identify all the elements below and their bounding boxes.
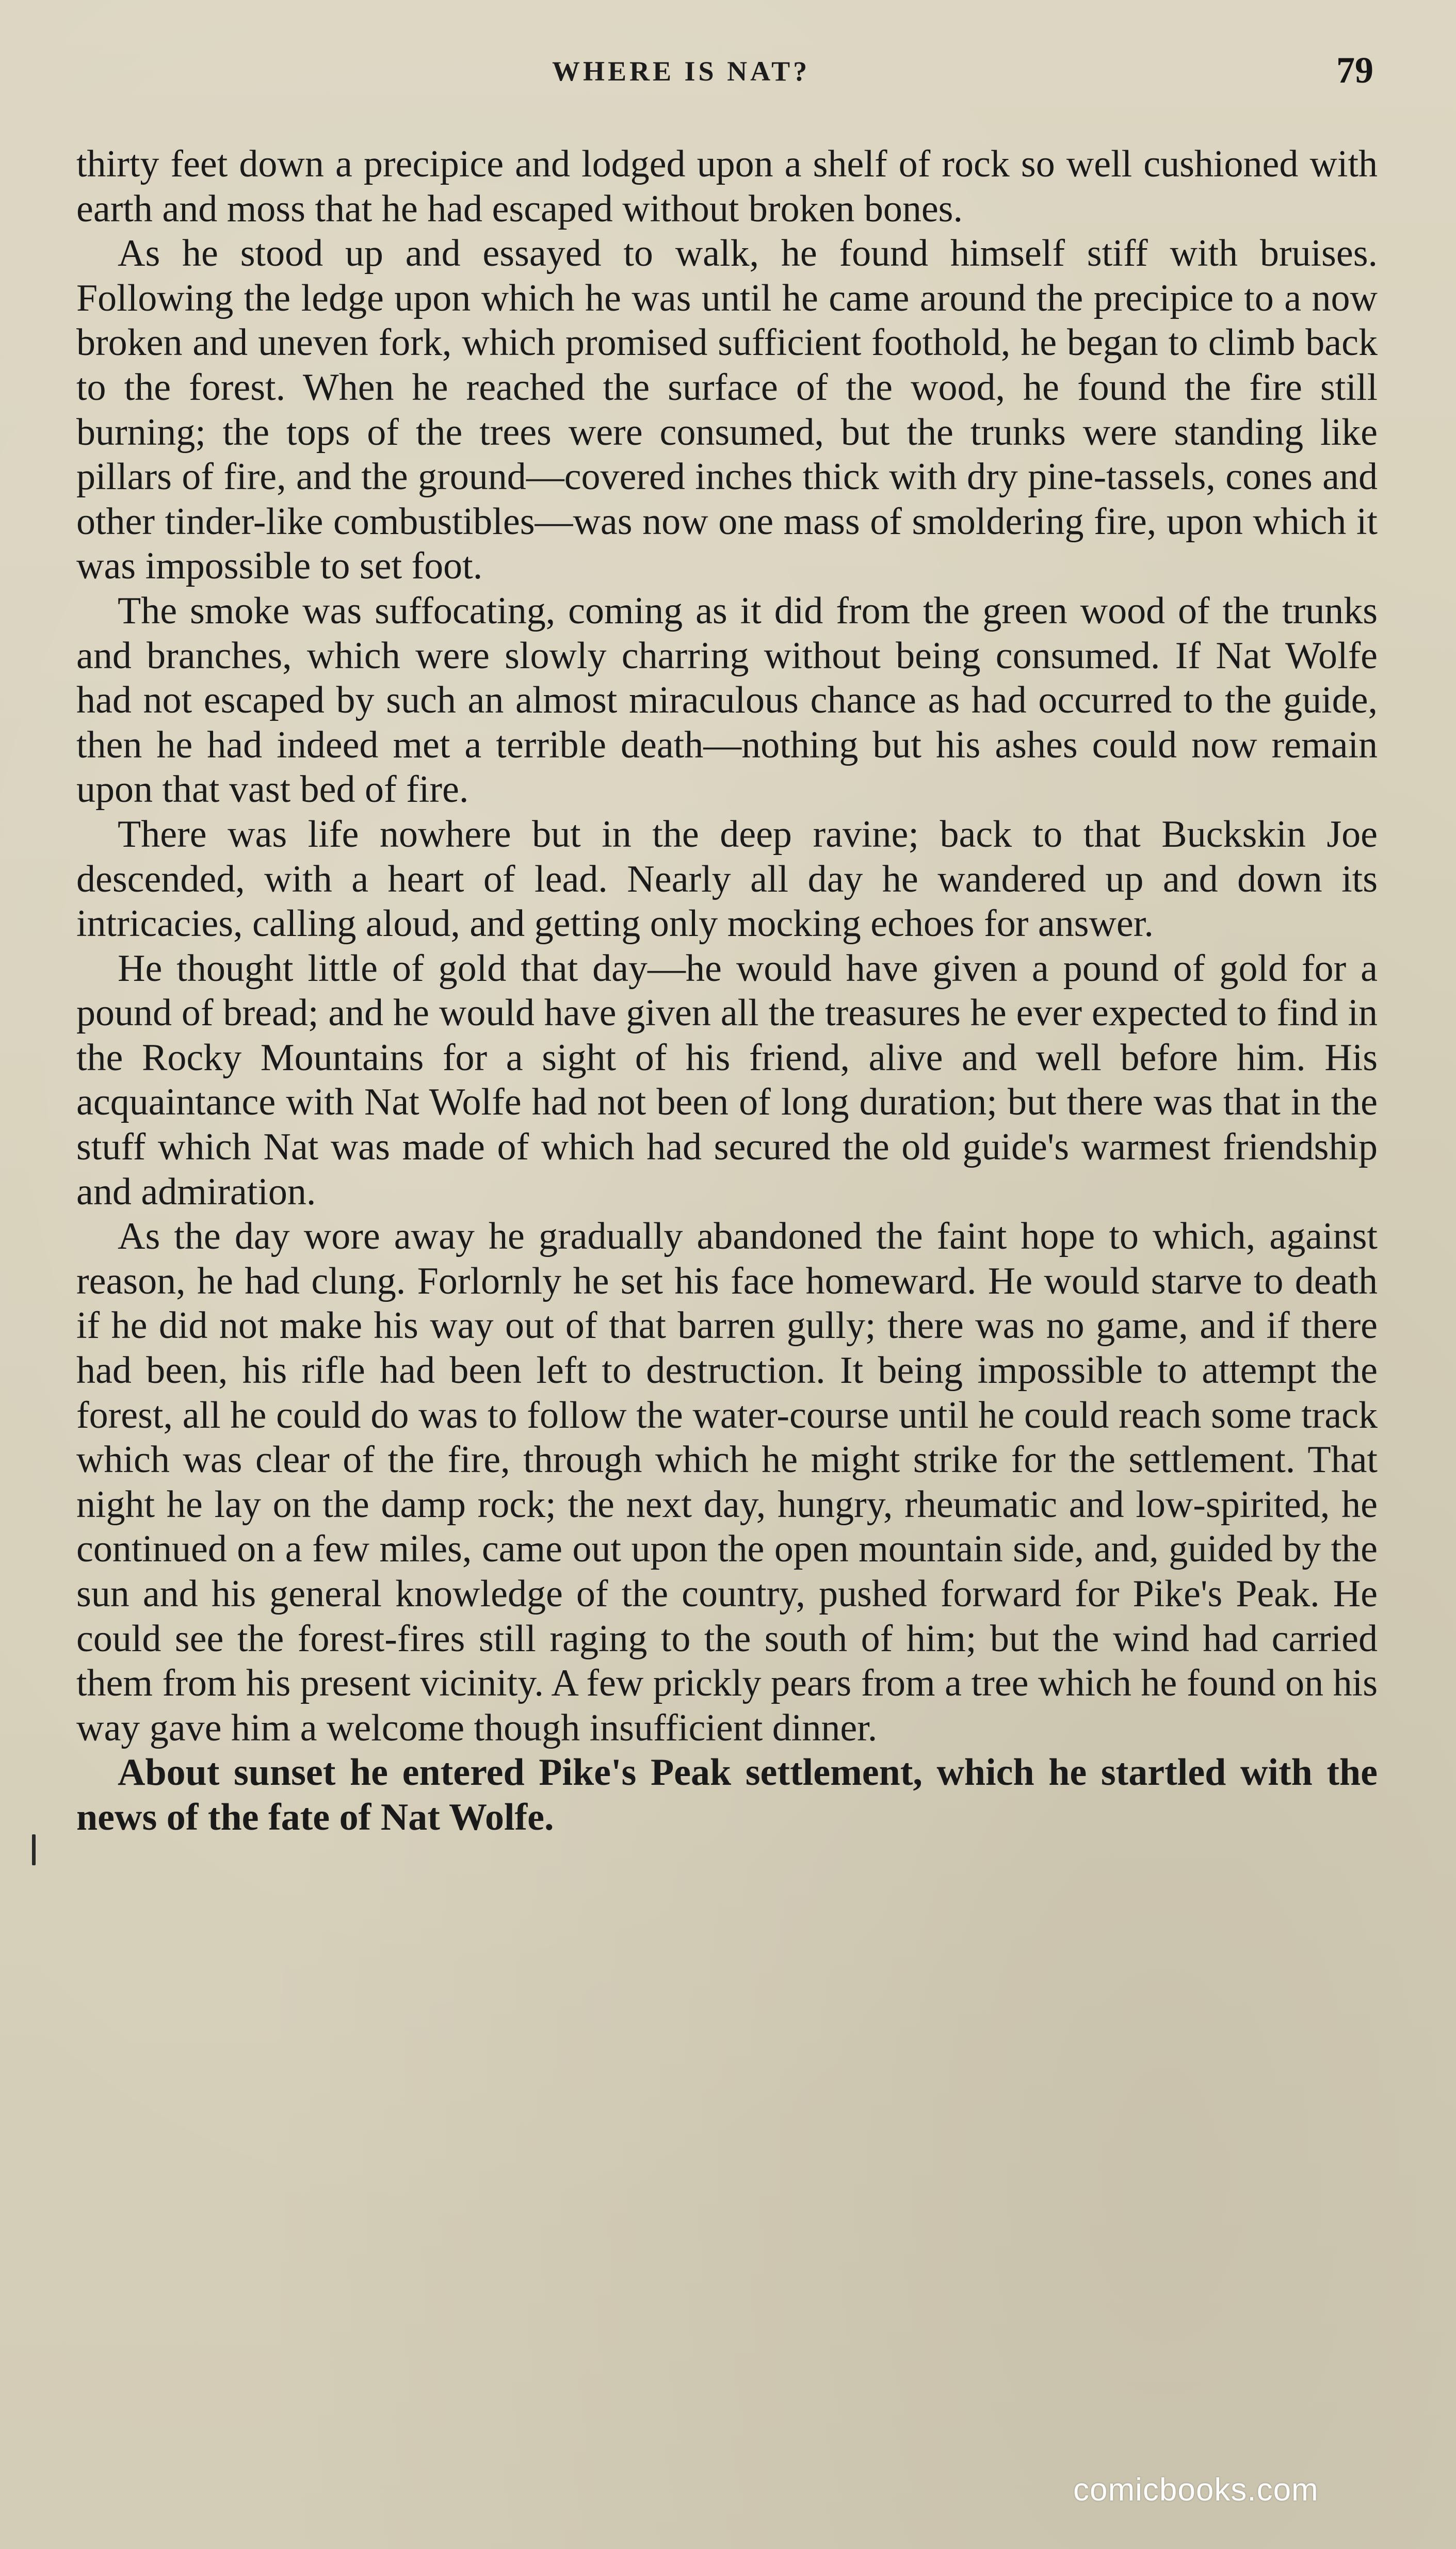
paragraph: As he stood up and essayed to walk, he found himself stiff with bruises. Following the ledge upon which he was until he came around the precipice to a now broken and uneven fork, which promised sufficient foothold, he began to climb back to the forest. When he reached the surface of the wood, he found the fire still burning; the tops of the trees were consumed, but the trunks were standing like pillars of fire, and the ground—covered inches thick with dry pine-tassels, cones and other tinder-like combustibles—was now one mass of smoldering fire, upon which it was impossible to set foot. [76,232,1378,588]
body-text [76,142,1378,1840]
running-head: WHERE IS NAT? [552,56,811,87]
paragraph: As the day wore away he gradually abandoned the faint hope to which, against reason, he had clung. Forlornly he set his face homeward. He would starve to death if he did not make his way out of that barren gully; there was no game, and if there had been, his rifle had been left to destruction. It being impossible to attempt the forest, all he could do was to follow the water-course until he could reach some track which was clear of the fire, through which he might strike for the settlement. That night he lay on the damp rock; the next day, hungry, rheumatic and low-spirited, he continued on a few miles, came out upon the open mountain side, and, guided by the sun and his general knowledge of the country, pushed forward for Pike's Peak. He could see the forest-fires still raging to the south of him; but the wind had carried them from his present vicinity. A few prickly pears from a tree which he found on his way gave him a welcome though insufficient dinner. [76,1215,1378,1749]
margin-mark [32,1834,36,1865]
page-header [0,44,1456,101]
paragraph: The smoke was suffocating, coming as it did from the green wood of the trunks and branches, which were slowly charring without being consumed. If Nat Wolfe had not escaped by such an almost miraculous chance as had occurred to the guide, then he had indeed met a terrible death—nothing but his ashes could now remain upon that vast bed of fire. [76,589,1378,811]
paragraph: There was life nowhere but in the deep ravine; back to that Buckskin Joe descended, with a heart of lead. Nearly all day he wandered up and down its intricacies, calling aloud, and getting only mocking echoes for answer. [76,813,1378,945]
paragraph: About sunset he entered Pike's Peak settlement, which he startled with the news of the fate of Nat Wolfe. [76,1751,1378,1838]
paragraph: He thought little of gold that day—he would have given a pound of gold for a pound of bread; and he would have given all the treasures he ever expected to find in the Rocky Mountains for a sight of his friend, alive and well before him. His acquaintance with Nat Wolfe had not been of long duration; but there was that in the stuff which Nat was made of which had secured the old guide's warmest friendship and admiration. [76,947,1378,1213]
watermark: comicbooks.com [1073,2472,1319,2508]
page-number: 79 [1336,50,1373,91]
paragraph: thirty feet down a precipice and lodged upon a shelf of rock so well cushioned with earth and moss that he had escaped without broken bones. [76,143,1378,230]
